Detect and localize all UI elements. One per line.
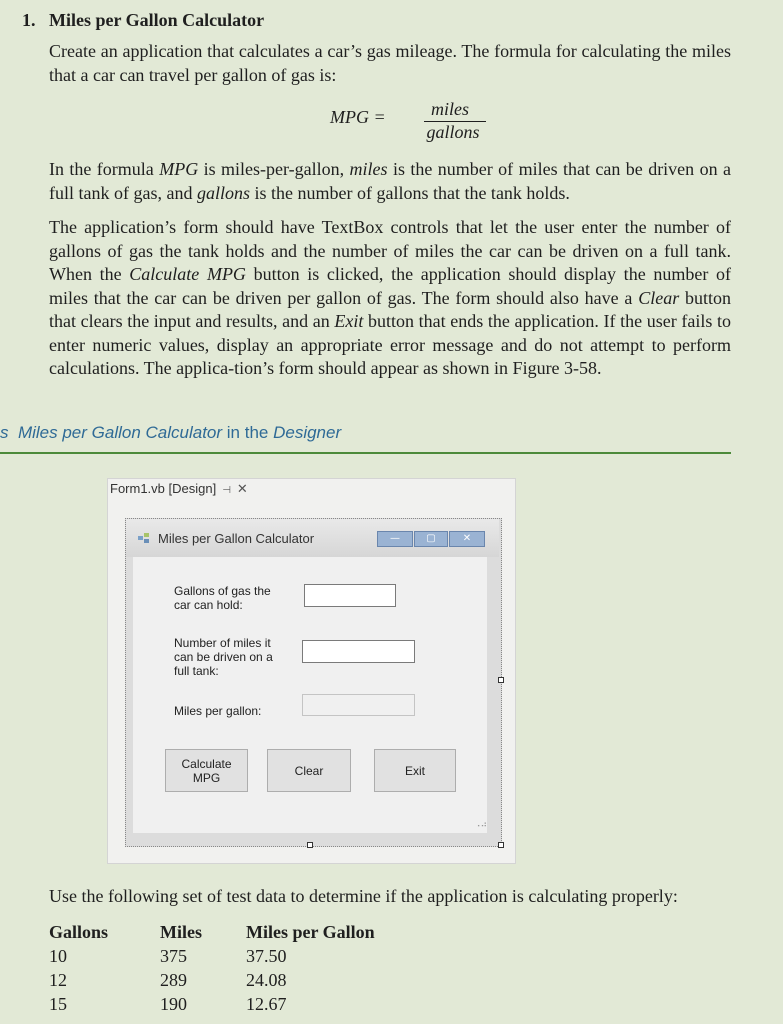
- close-button[interactable]: ✕: [449, 531, 485, 547]
- text-segment: In the formula: [49, 159, 160, 179]
- text-segment-italic: miles: [349, 159, 388, 179]
- text-segment: button that clears the input and results, and an: [49, 287, 731, 331]
- miles-textbox[interactable]: [302, 640, 415, 663]
- caption-middle: in the: [222, 423, 274, 442]
- table-cell: 37.50: [246, 946, 287, 966]
- label-line: Gallons of gas the: [174, 584, 271, 598]
- text-segment: is the number of gallons that the tank holds.: [249, 182, 570, 203]
- test-data-intro: Use the following set of test data to determine if the application is calculating properly:: [49, 886, 678, 906]
- button-line: MPG: [192, 770, 221, 785]
- designer-tab-label: Form1.vb [Design]: [110, 481, 217, 496]
- table-cell: 12: [49, 970, 67, 990]
- requirements-paragraph: [49, 216, 731, 381]
- table-cell: 10: [49, 946, 67, 966]
- formula-lhs: MPG =: [330, 107, 386, 127]
- exit-button[interactable]: Exit: [374, 749, 456, 792]
- maximize-button[interactable]: ▢: [414, 531, 448, 547]
- text-segment-italic: gallons: [196, 182, 250, 203]
- form-title: Miles per Gallon Calculator: [158, 531, 315, 546]
- caption-prefix: s: [0, 423, 9, 442]
- exercise-number: 1.: [22, 10, 36, 30]
- header-mpg: Miles per Gallon: [246, 922, 375, 942]
- text-segment: button that ends the application. If the user fails to enter numeric values, display an appropriate error message and do not attempt to perform calculations. The applica-tion’s form should appear as shown in Figure 3-58.: [49, 311, 731, 378]
- table-cell: 289: [160, 970, 187, 990]
- label-line: full tank:: [174, 664, 219, 678]
- table-cell: 24.08: [246, 970, 287, 990]
- figure-caption: [0, 423, 341, 443]
- text-segment: is miles-per-gallon,: [198, 159, 350, 179]
- formula-denominator: gallons: [426, 122, 480, 142]
- button-line: Calculate: [181, 756, 232, 771]
- table-cell: 375: [160, 946, 187, 966]
- header-gallons: Gallons: [49, 922, 109, 942]
- formula-explanation: [49, 158, 731, 205]
- header-miles: Miles: [160, 922, 202, 942]
- text-segment-italic: MPG: [159, 159, 199, 179]
- gallons-textbox[interactable]: [304, 584, 396, 607]
- size-grip-icon[interactable]: ⠠⠴: [474, 820, 488, 830]
- label-line: car can hold:: [174, 598, 243, 612]
- text-segment: is the number of miles that can be driven on a full tank of gas, and: [49, 159, 731, 203]
- intro-paragraph: Create an application that calculates a car’s gas mileage. The formula for calculating the miles that a car can travel per gallon of gas is:: [49, 41, 731, 85]
- text-segment-italic: Exit: [334, 311, 364, 331]
- caption-rule: [0, 452, 731, 454]
- label-line: Number of miles it: [174, 636, 271, 650]
- text-segment-italic: Calculate MPG: [129, 264, 246, 284]
- table-cell: 190: [160, 994, 187, 1014]
- clear-button[interactable]: Clear: [267, 749, 351, 792]
- close-tab-icon[interactable]: ✕: [236, 481, 248, 496]
- gallons-label: [174, 584, 271, 612]
- text-segment: The application’s form should have TextBox controls that let the user enter the number of gallons of gas the tank holds and the number of miles the car can be driven on a full tank. When the: [49, 217, 731, 284]
- calculate-mpg-button[interactable]: [165, 749, 248, 792]
- minimize-button[interactable]: —: [377, 531, 413, 547]
- resize-handle-right[interactable]: [498, 677, 504, 683]
- table-cell: 12.67: [246, 994, 287, 1014]
- mpg-label: Miles per gallon:: [174, 704, 262, 718]
- resize-handle-corner[interactable]: [498, 842, 504, 848]
- exercise-title: Miles per Gallon Calculator: [49, 10, 265, 30]
- mpg-formula: [330, 97, 480, 149]
- mpg-output: [302, 694, 415, 716]
- caption-end: Designer: [273, 423, 342, 442]
- miles-label: [174, 636, 273, 678]
- app-icon: [138, 533, 150, 543]
- text-segment-italic: Clear: [638, 287, 680, 308]
- label-line: can be driven on a: [174, 650, 273, 664]
- text-segment: button is clicked, the application should display the number of miles that the car can be driven per gallon of gas. The form should also have a: [49, 264, 731, 308]
- formula-numerator: miles: [431, 99, 469, 119]
- pin-icon[interactable]: ⊣: [222, 485, 231, 496]
- resize-handle-bottom[interactable]: [307, 842, 313, 848]
- caption-title: Miles per Gallon Calculator: [17, 423, 223, 442]
- table-cell: 15: [49, 994, 67, 1014]
- designer-tab[interactable]: [110, 481, 248, 497]
